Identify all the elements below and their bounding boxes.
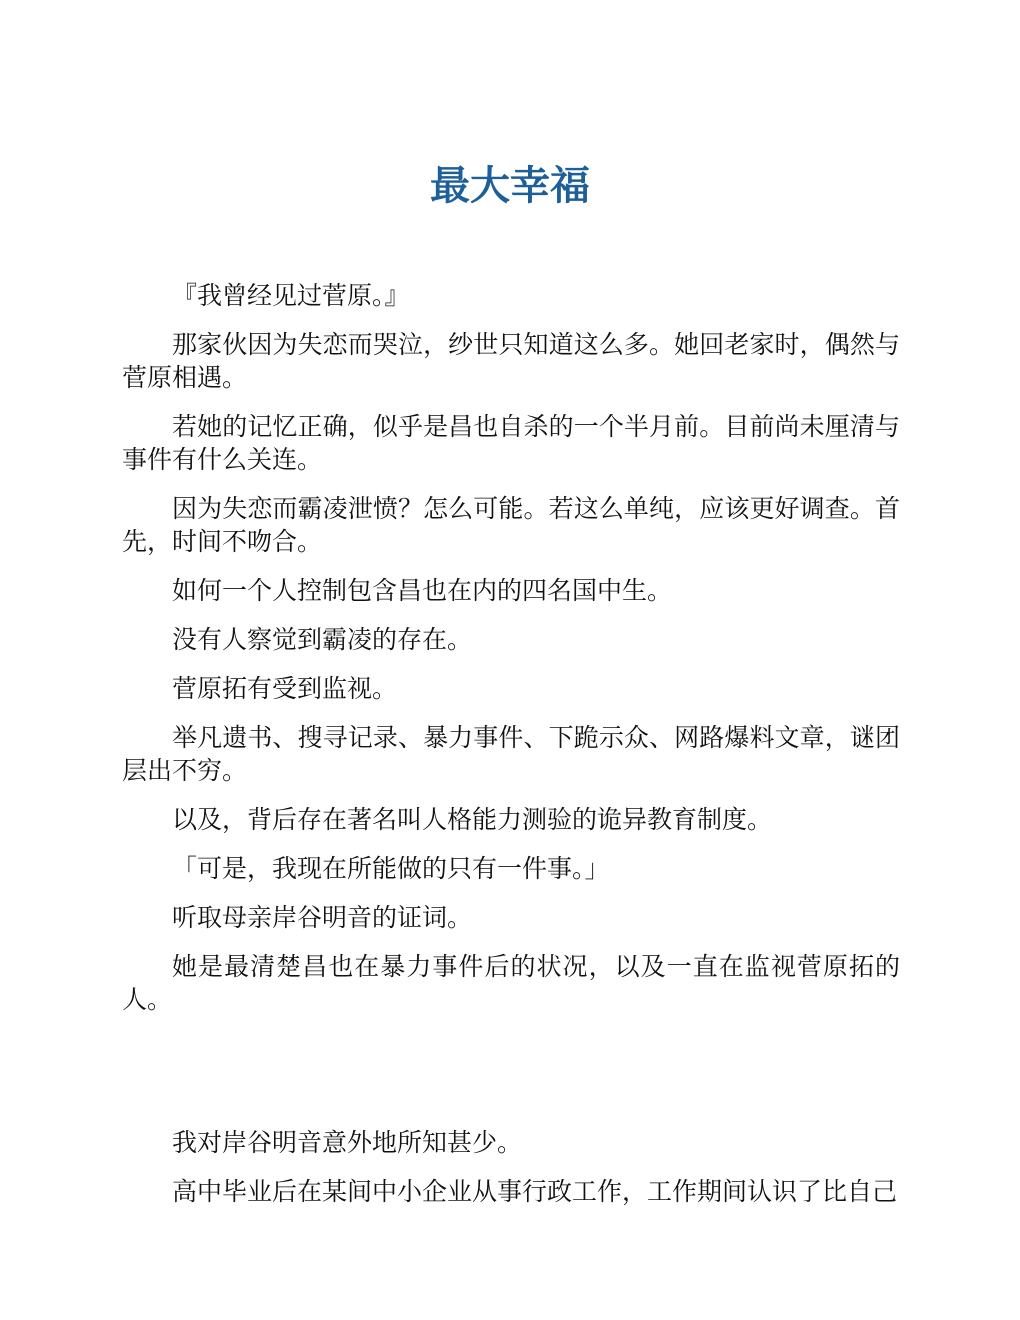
paragraph: 「可是，我现在所能做的只有一件事。」	[172, 854, 610, 883]
paragraph: 听取母亲岸谷明音的证词。	[172, 903, 473, 932]
paragraph: 因为失恋而霸凌泄愤？怎么可能。若这么单纯，应该更好调查。首先，时间不吻合。	[122, 494, 900, 556]
paragraph: 『我曾经见过菅原。』	[172, 281, 410, 310]
paragraph: 举凡遗书、搜寻记录、暴力事件、下跪示众、网路爆料文章，谜团层出不穷。	[122, 723, 900, 785]
paragraph: 高中毕业后在某间中小企业从事行政工作，工作期间认识了比自己	[172, 1177, 898, 1206]
chapter-title: 最大幸福	[430, 163, 590, 209]
paragraph: 菅原拓有受到监视。	[172, 674, 398, 703]
paragraph: 以及，背后存在著名叫人格能力测验的诡异教育制度。	[172, 805, 773, 834]
paragraph: 若她的记忆正确，似乎是昌也自杀的一个半月前。目前尚未厘清与事件有什么关连。	[122, 412, 900, 474]
paragraph: 她是最清楚昌也在暴力事件后的状况，以及一直在监视菅原拓的人。	[122, 952, 900, 1014]
paragraph: 我对岸谷明音意外地所知甚少。	[172, 1128, 523, 1157]
document-body	[122, 279, 900, 1224]
paragraph: 那家伙因为失恋而哭泣，纱世只知道这么多。她回老家时，偶然与菅原相遇。	[122, 330, 900, 392]
paragraph: 如何一个人控制包含昌也在内的四名国中生。	[172, 576, 673, 605]
paragraph: 没有人察觉到霸凌的存在。	[172, 625, 473, 654]
section-break	[122, 1032, 900, 1126]
